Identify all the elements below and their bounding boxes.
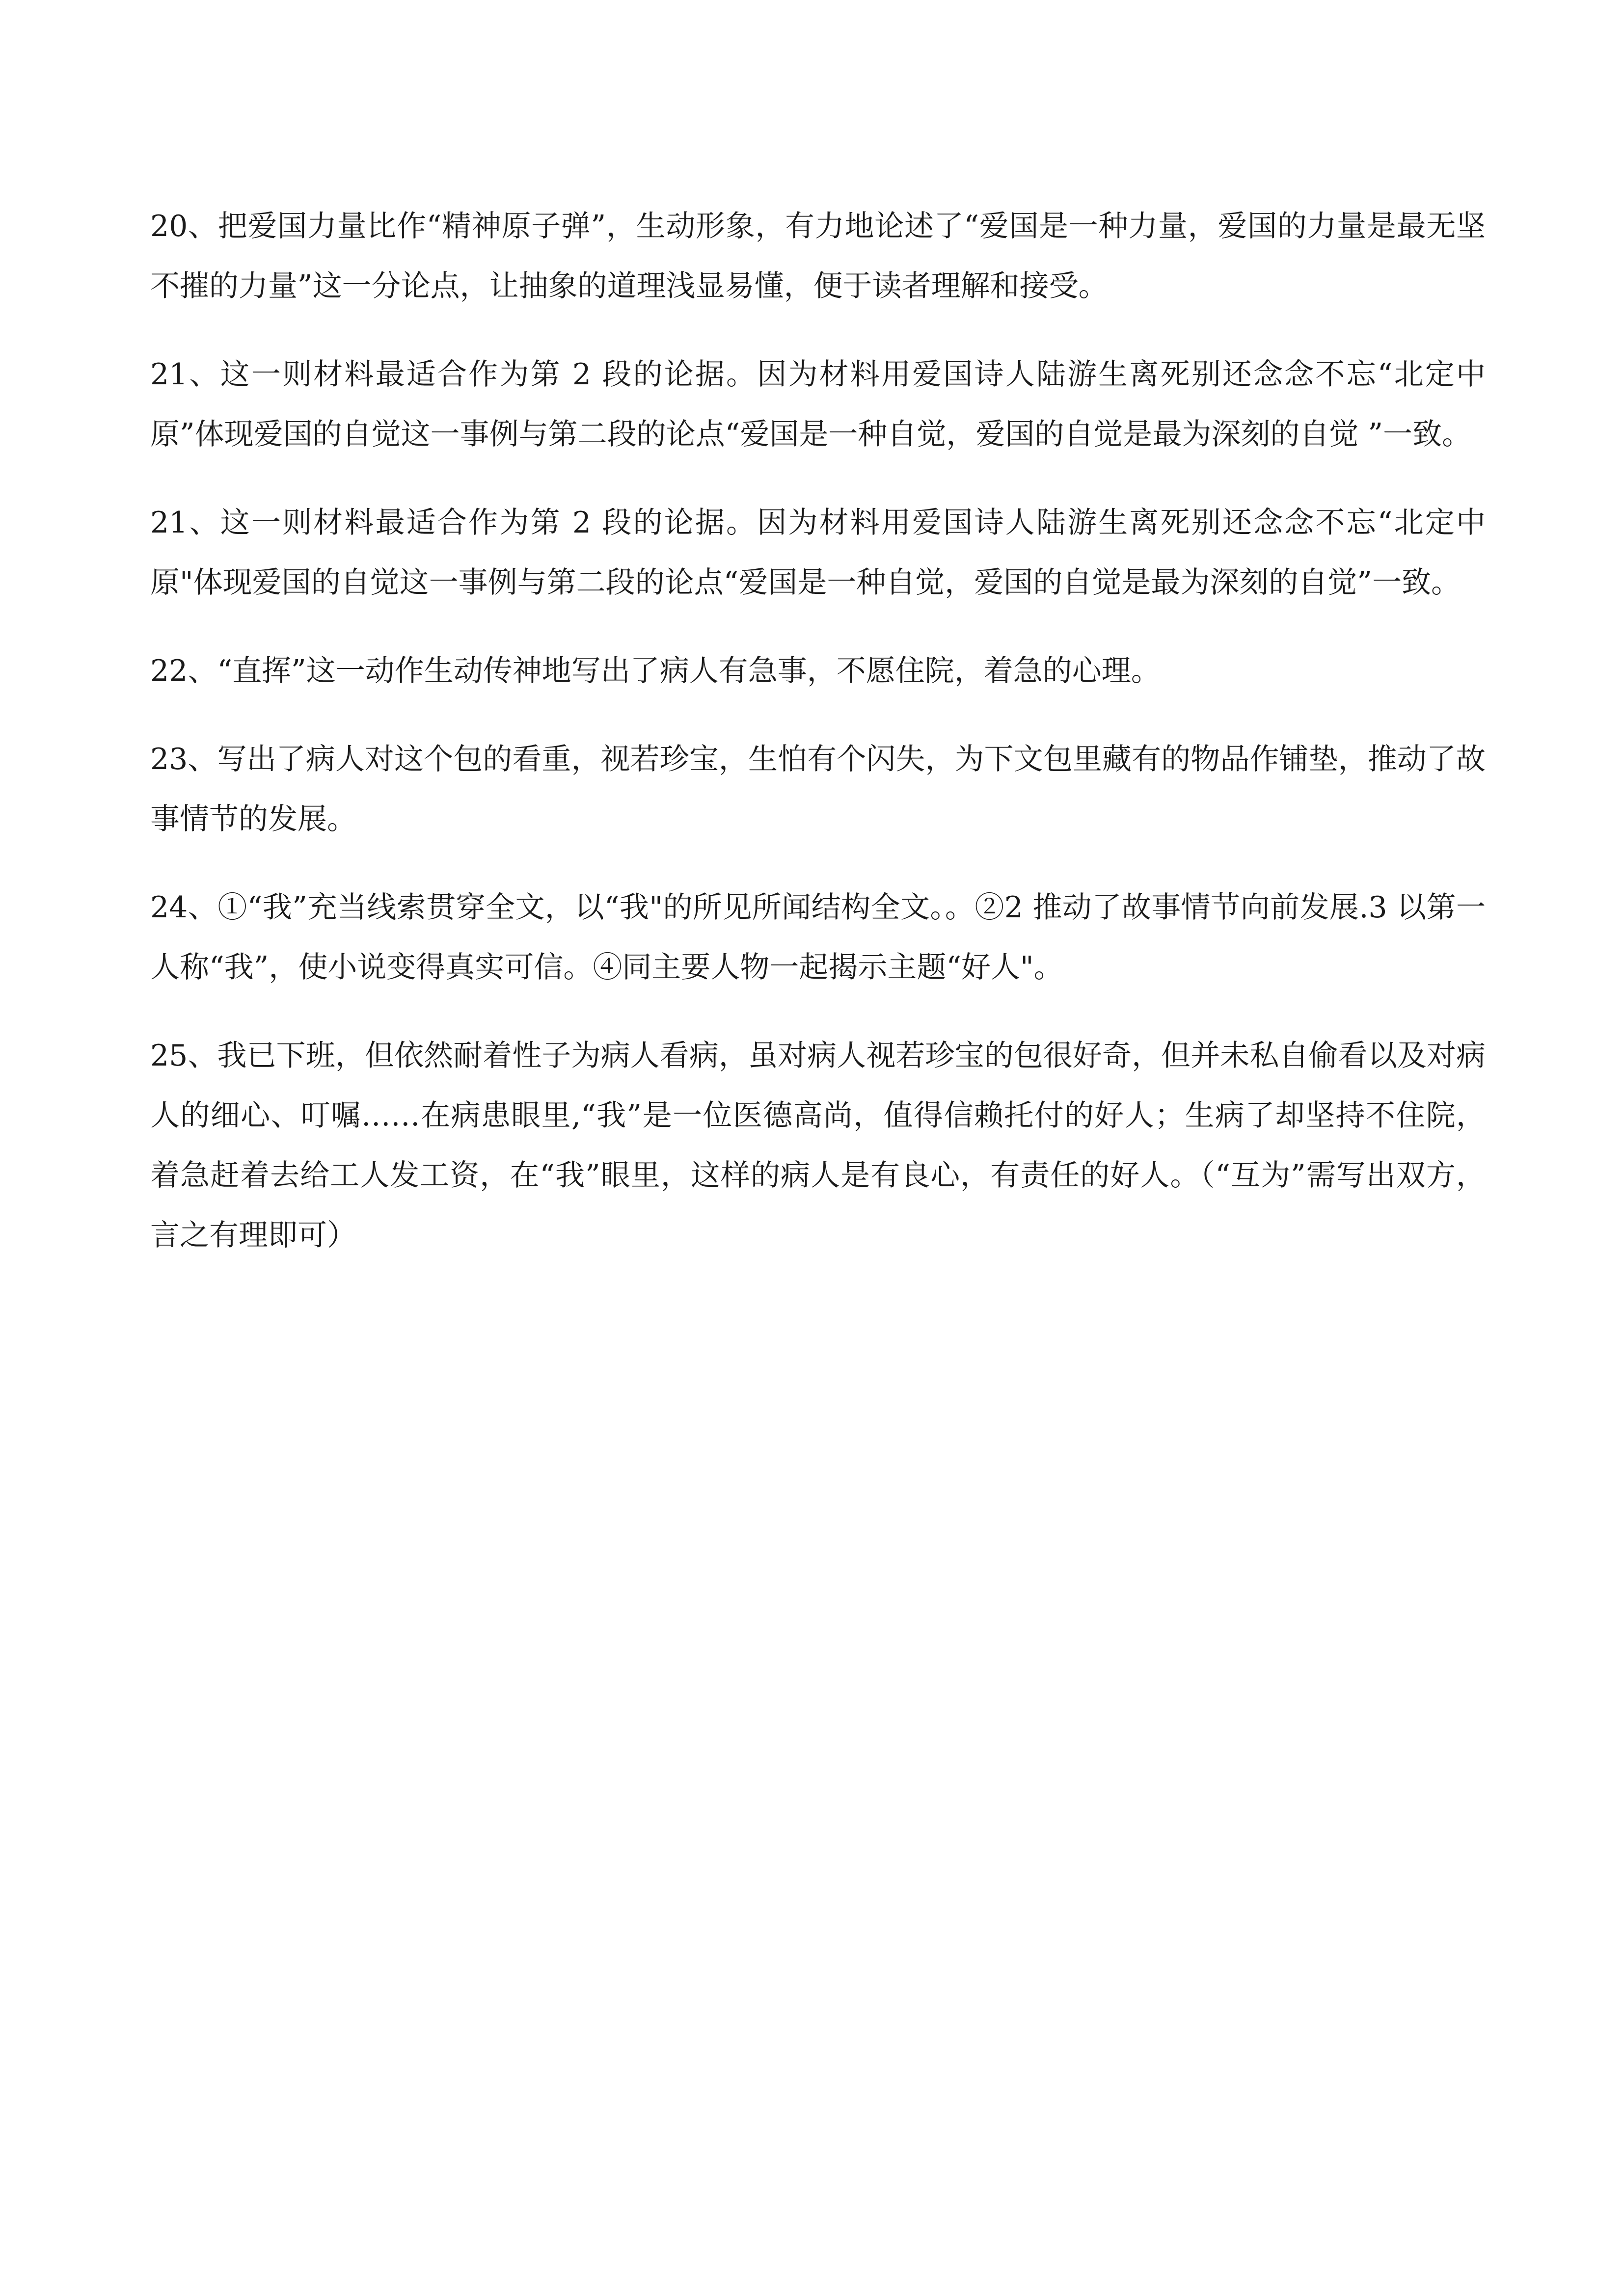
answer-23: 23、写出了病人对这个包的看重，视若珍宝，生怕有个闪失，为下文包里藏有的物品作铺垫，推动了故事情节的发展。 bbox=[150, 742, 1486, 836]
answer-22: 22、“直挥”这一动作生动传神地写出了病人有急事，不愿住院，着急的心理。 bbox=[150, 654, 1161, 688]
answer-21: 21、这一则材料最适合作为第 2 段的论据。因为材料用爱国诗人陆游生离死别还念念不忘“北定中原”体现爱国的自觉这一事例与第二段的论点“爱国是一种自觉，爱国的自觉是最为深刻的自觉 ”一致。 bbox=[150, 357, 1486, 452]
answer-24: 24、①“我”充当线索贯穿全文，以“我"的所见所闻结构全文。。②2 推动了故事情节向前发展.3 以第一人称“我”，使小说变得真实可信。④同主要人物一起揭示主题“好人"。 bbox=[150, 890, 1486, 985]
answer-21-repeat: 21、这一则材料最适合作为第 2 段的论据。因为材料用爱国诗人陆游生离死别还念念不忘“北定中原"体现爱国的自觉这一事例与第二段的论点“爱国是一种自觉，爱国的自觉是最为深刻的自觉”一致。 bbox=[150, 506, 1486, 600]
answer-list bbox=[150, 196, 1486, 1294]
answer-20: 20、把爱国力量比作“精神原子弹”，生动形象，有力地论述了“爱国是一种力量，爱国的力量是最无坚不摧的力量”这一分论点，让抽象的道理浅显易懂，便于读者理解和接受。 bbox=[150, 209, 1486, 303]
answer-25: 25、我已下班，但依然耐着性子为病人看病，虽对病人视若珍宝的包很好奇，但并未私自偷看以及对病人的细心、叮嘱……在病患眼里,“我”是一位医德高尚，值得信赖托付的好人；生病了却坚持不住院，着急赶着去给工人发工资，在“我”眼里，这样的病人是有良心，有责任的好人。（“互为”需写出双方，言之有理即可） bbox=[150, 1039, 1486, 1253]
